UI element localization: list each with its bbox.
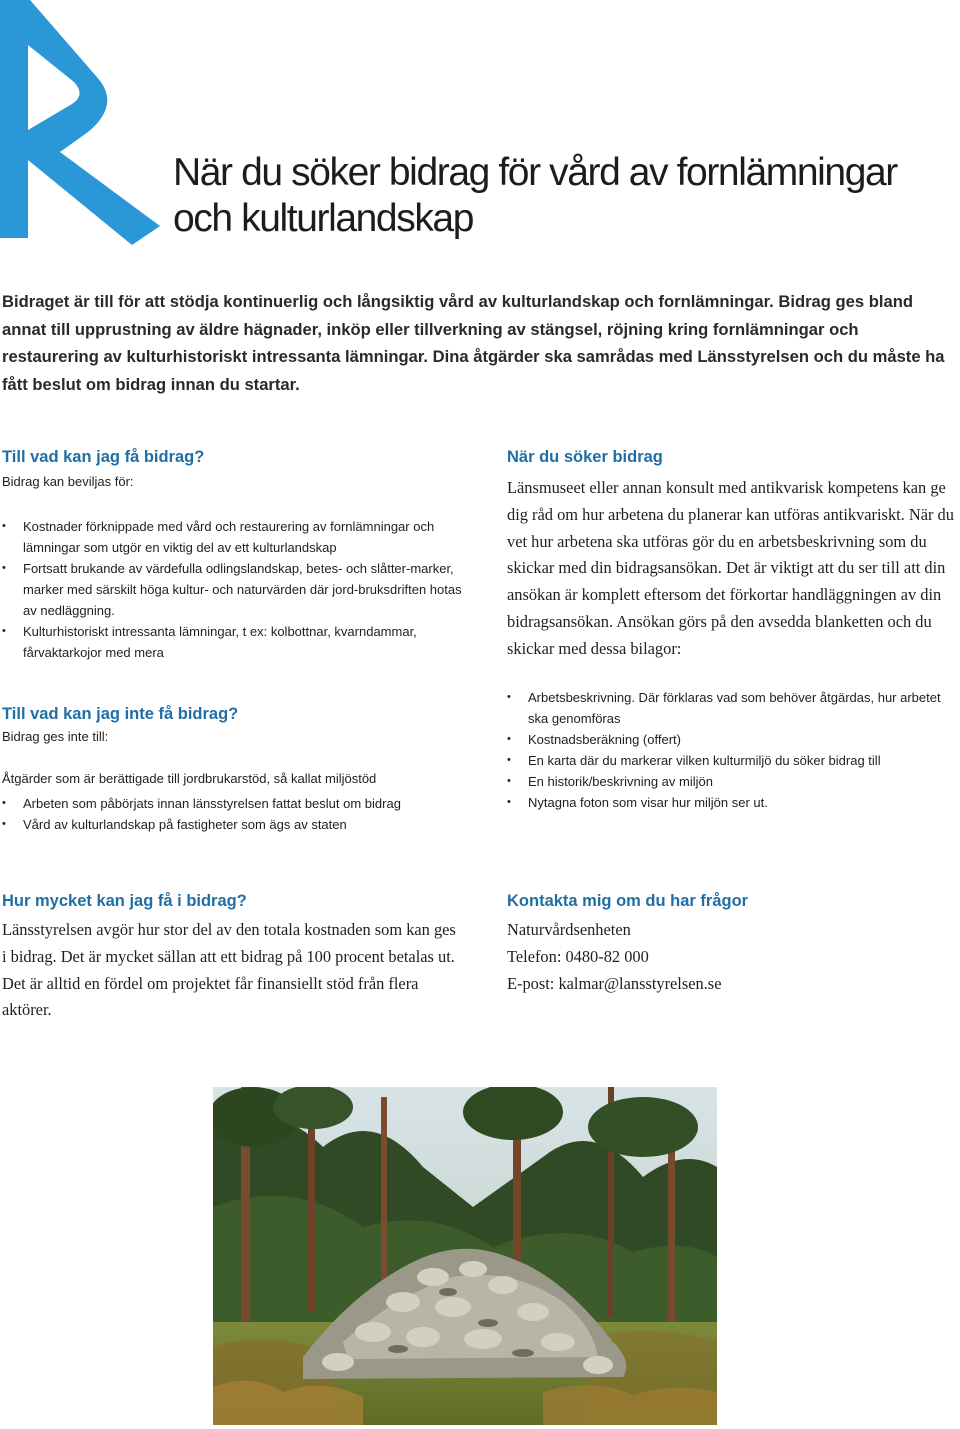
section-apply	[507, 448, 955, 813]
amount-text: Länsstyrelsen avgör hur stor del av den totala kostnaden som kan ges i bidrag. Det är mycket sällan att ett bidrag på 100 procent betalas ut. Det är alltid en fördel om projektet får finansiellt stöd från flera aktörer.	[2, 920, 456, 1020]
lead-cannot: Bidrag ges inte till:	[2, 729, 109, 744]
list-item: • Vård av kulturlandskap på fastigheter som ägs av staten	[2, 814, 467, 835]
contact-block	[507, 917, 952, 997]
section-can	[2, 448, 467, 663]
list-item: • Arbeten som påbörjats innan länsstyrelsen fattat beslut om bidrag	[2, 793, 467, 814]
list-cannot	[2, 793, 467, 835]
section-contact	[507, 892, 952, 997]
section-cannot	[2, 705, 467, 835]
list-item: • Kulturhistoriskt intressanta lämningar, t ex: kolbottnar, kvarndammar, fårvaktarkojor med mera	[2, 621, 462, 663]
contact-department: Naturvårdsenheten	[507, 920, 631, 939]
title-line-1: När du söker bidrag för vård av fornlämningar	[173, 151, 897, 194]
list-item: • Kostnadsberäkning (offert)	[507, 729, 947, 750]
title-line-2: och kulturlandskap	[173, 197, 473, 240]
heading-apply: När du söker bidrag	[507, 448, 663, 466]
list-attachments	[507, 687, 947, 813]
contact-email: E-post: kalmar@lansstyrelsen.se	[507, 973, 722, 993]
list-item: • Nytagna foton som visar hur miljön ser ut.	[507, 792, 947, 813]
list-item: • En historik/beskrivning av miljön	[507, 771, 947, 792]
intro-emphasis: Dina åtgärder ska samrådas med Länsstyrelsen och du måste ha fått beslut om bidrag innan du startar.	[2, 347, 945, 394]
photo-stone-cairn	[213, 1087, 717, 1425]
page-title	[173, 150, 953, 242]
heading-cannot: Till vad kan jag inte få bidrag?	[2, 705, 239, 723]
heading-contact: Kontakta mig om du har frågor	[507, 892, 749, 910]
heading-amount: Hur mycket kan jag få i bidrag?	[2, 892, 247, 910]
logo-r-icon	[0, 0, 175, 245]
heading-can: Till vad kan jag få bidrag?	[2, 448, 205, 466]
section-amount	[2, 892, 472, 1024]
list-item: • Fortsatt brukande av värdefulla odlingslandskap, betes- och slåtter-marker, marker med särskilt höga kultur- och naturvärden där jord-bruksdriften hotas av nedläggning.	[2, 558, 462, 621]
list-item: • Kostnader förknippade med vård och restaurering av fornlämningar och lämningar som utgör en viktig del av ett kulturlandskap	[2, 516, 462, 558]
list-can	[2, 516, 462, 663]
list-item: • En karta där du markerar vilken kulturmiljö du söker bidrag till	[507, 750, 947, 771]
list-item: • Arbetsbeskrivning. Där förklaras vad som behöver åtgärdas, hur arbetet ska genomföras	[507, 687, 947, 729]
note-cannot: Åtgärder som är berättigade till jordbrukarstöd, så kallat miljöstöd	[2, 771, 377, 786]
lead-can: Bidrag kan beviljas för:	[2, 474, 134, 489]
intro-text: Bidraget är till för att stödja kontinuerlig och långsiktig vård av kulturlandskap och fornlämningar. Bidrag ges bland annat till upprustning av äldre hägnader, inköp eller tillverkning av stängsel, röjning kring fornlämningar och restaurering av kulturhistoriskt intressanta lämningar.	[2, 292, 913, 366]
intro-paragraph	[2, 288, 947, 398]
apply-text: Länsmuseet eller annan konsult med antikvarisk kompetens kan ge dig råd om hur arbetena du planerar kan utföras antikvariskt. När du vet hur arbetena ska utföras gör du en arbetsbeskrivning som du skickar med din bidragsansökan. Det är viktigt att du ser till att din ansökan är komplett eftersom det förkortar handläggningen av din bidragsansökan. Ansökan görs på den avsedda blanketten och du skickar med dessa bilagor:	[507, 478, 954, 658]
contact-phone: Telefon: 0480-82 000	[507, 946, 649, 966]
